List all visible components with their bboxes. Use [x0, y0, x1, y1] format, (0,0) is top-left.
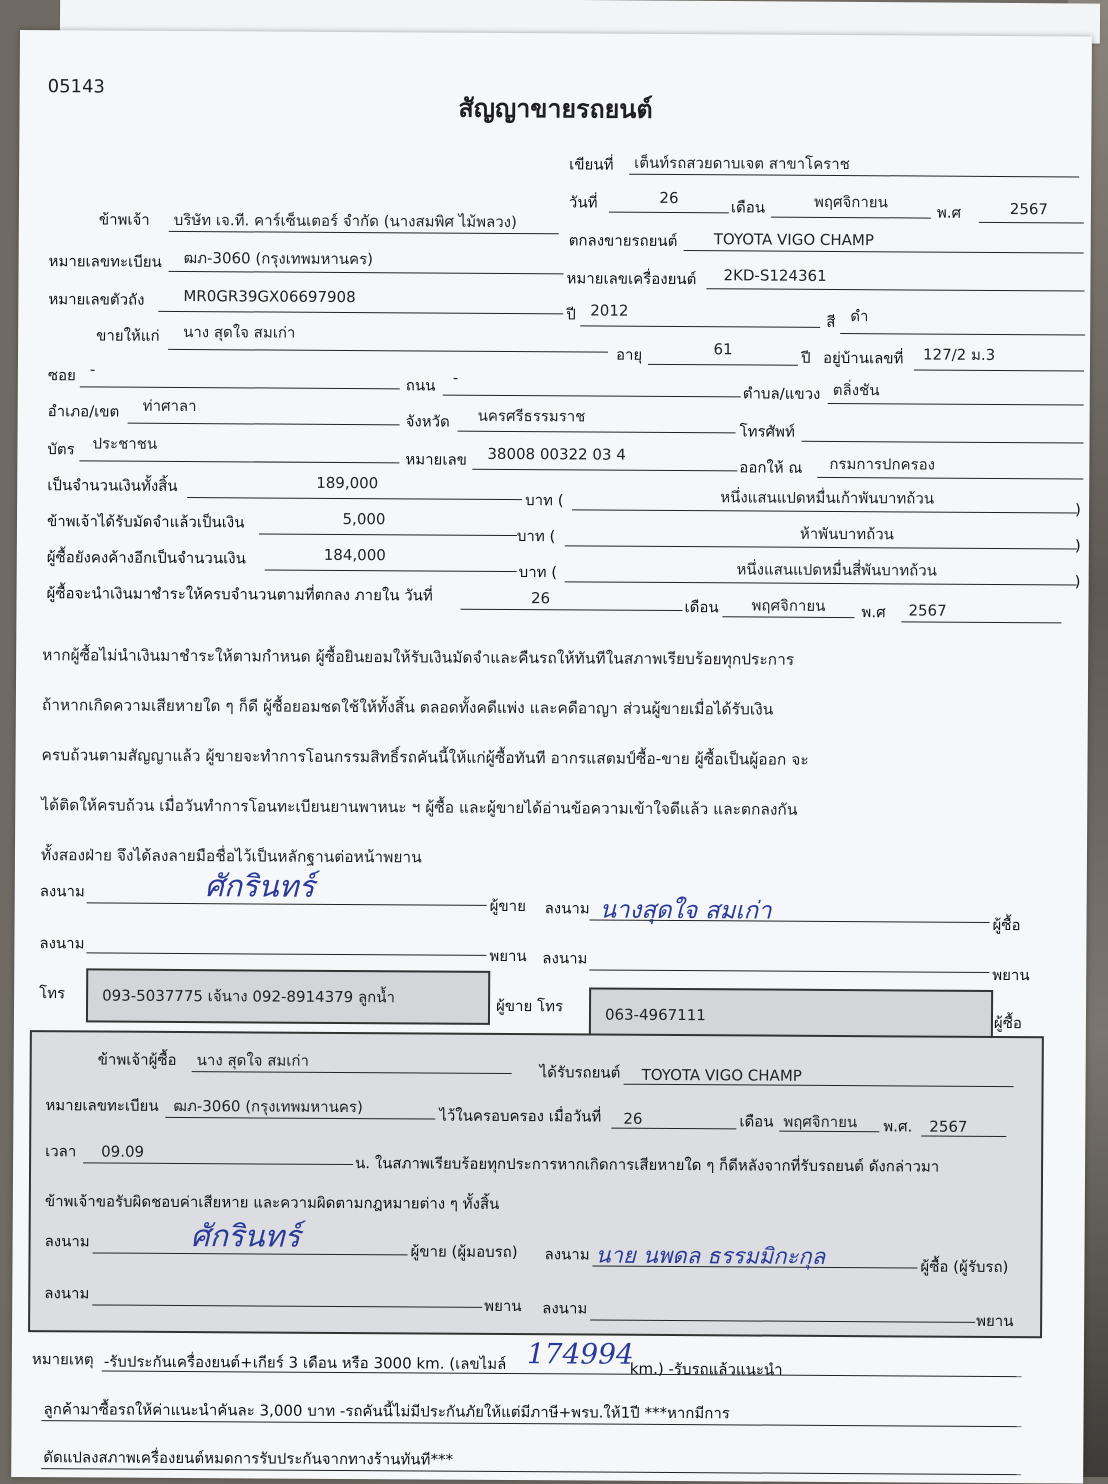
receipt-time: 09.09 — [101, 1142, 145, 1161]
color-label: สี — [826, 312, 836, 331]
witness1-sign-label: ลงนาม — [39, 934, 85, 953]
total-amount: 189,000 — [316, 473, 379, 493]
age-unit: ปี — [800, 348, 811, 367]
card-value: ประชาชน — [92, 434, 158, 453]
due-year-label: พ.ศ — [861, 603, 886, 622]
card-label: บัตร — [47, 440, 75, 459]
receipt-buyer-name: นาง สุดใจ สมเก่า — [196, 1051, 309, 1070]
phone-label: โทรศัพท์ — [739, 422, 795, 441]
term-line-2: ถ้าหากเกิดความเสียหายใด ๆ ก็ดี ผู้ซื้อยอมชดใช้ให้ทั้งสิ้น ตลอดทั้งคดีแพ่ง และคดีอาญา ส่วนผู้ขายเมื่อได้รับเงิน — [41, 696, 774, 719]
registration-label: หมายเลขทะเบียน — [48, 252, 162, 271]
subdistrict-label: ตำบล/แขวง — [742, 384, 821, 403]
vehicle-model: TOYOTA VIGO CHAMP — [713, 230, 875, 250]
receipt-year-label: พ.ศ. — [883, 1117, 913, 1136]
due-month: พฤศจิกายน — [751, 596, 826, 615]
receipt-model: TOYOTA VIGO CHAMP — [641, 1065, 802, 1085]
date-month: พฤศจิกายน — [813, 192, 888, 212]
receipt-buyer-role: ผู้ซื้อ (ผู้รับรถ) — [920, 1257, 1009, 1277]
receipt-witness2-role: พยาน — [976, 1311, 1014, 1331]
due-year: 2567 — [908, 601, 947, 620]
seller-signature: ศักรินทร์ — [204, 869, 315, 905]
written-at-label: เขียนที่ — [569, 155, 614, 174]
soi-value: - — [89, 360, 96, 379]
vehicle-year-value: 2012 — [590, 301, 629, 320]
contract-page — [11, 30, 1092, 1484]
seller-phone-label: โทร — [39, 984, 66, 1003]
chassis-label: หมายเลขตัวถัง — [48, 290, 145, 309]
notes-line-1a: -รับประกันเครื่องยนต์+เกียร์ 3 เดือน หรือ 3000 km. (เลขไมล์ — [103, 1352, 507, 1373]
receipt-month-label: เดือน — [739, 1112, 774, 1131]
deposit-baht-label: บาท ( — [516, 527, 556, 546]
remaining-amount: 184,000 — [323, 545, 386, 565]
notes-line-1b: km.) -รับรถแล้วแนะนำ — [629, 1359, 783, 1379]
issued-label: ออกให้ ณ — [739, 458, 803, 477]
receipt-reg-value: ฒภ-3060 (กรุงเทพมหานคร) — [173, 1096, 363, 1117]
month-label: เดือน — [730, 198, 766, 217]
age-value: 61 — [713, 340, 733, 359]
receipt-witness1-role: พยาน — [484, 1296, 522, 1316]
witness1-role: พยาน — [489, 946, 527, 966]
term-line-1: หากผู้ซื้อไม่นำเงินมาชำระให้ตามกำหนด ผู้ซื้อยินยอมให้รับเงินมัดจำและคืนรถให้ทันทีในสภาพเรียบร้อยทุกประการ — [42, 646, 795, 669]
engine-label: หมายเลขเครื่องยนต์ — [566, 269, 697, 289]
possess-label: ไว้ในครอบครอง เมื่อวันที่ — [439, 1106, 602, 1126]
receipt-month: พฤศจิกายน — [783, 1112, 858, 1132]
seller-phone-role: ผู้ขาย โทร — [495, 996, 564, 1016]
registration-value: ฒภ-3060 (กรุงเทพมหานคร) — [183, 249, 374, 269]
due-month-label: เดือน — [684, 598, 719, 617]
seller-sign-label: ลงนาม — [39, 882, 85, 901]
remaining-label: ผู้ซื้อยังคงค้างอีกเป็นจำนวนเงิน — [46, 548, 246, 568]
agree-sell-label: ตกลงขายรถยนต์ — [568, 231, 678, 251]
time-label: เวลา — [45, 1142, 77, 1161]
written-at-value: เต็นท์รถสวยดาบเจต สาขาโคราช — [634, 153, 850, 174]
vehicle-receipt-section — [28, 1030, 1044, 1338]
seller-name: บริษัท เจ.ที. คาร์เซ็นเตอร์ จำกัด (นางสมพิศ ไม้พลวง) — [173, 210, 517, 232]
receipt-witness1-label: ลงนาม — [44, 1284, 90, 1303]
road-value: - — [452, 368, 459, 387]
document-number: 05143 — [47, 76, 105, 98]
buyer-phone-role: ผู้ซื้อ — [993, 1013, 1022, 1033]
receipt-buyer-sign-label: ลงนาม — [544, 1245, 590, 1264]
date-day: 26 — [659, 188, 679, 208]
sold-to-label: ขายให้แก่ — [96, 326, 160, 345]
receipt-seller-role: ผู้ขาย (ผู้มอบรถ) — [410, 1242, 518, 1262]
age-label: อายุ — [615, 345, 643, 364]
term-line-4: ได้ติดให้ครบถ้วน เมื่อวันทำการโอนทะเบียนยานพาหนะ ฯ ผู้ซื้อ และผู้ขายได้อ่านข้อความเข้าใจดีแล้ว และตกลงกัน — [41, 796, 798, 819]
soi-label: ซอย — [47, 366, 76, 385]
seller-role: ผู้ขาย — [489, 896, 526, 916]
receipt-seller-signature: ศักรินทร์ — [190, 1219, 301, 1255]
seller-phone-box — [86, 968, 490, 1024]
total-baht-label: บาท ( — [525, 491, 564, 510]
province-label: จังหวัด — [405, 412, 450, 431]
deposit-label: ข้าพเจ้าได้รับมัดจำแล้วเป็นเงิน — [46, 512, 245, 532]
province-value: นครศรีธรรมราช — [477, 406, 586, 426]
total-close: ) — [1075, 500, 1082, 519]
deposit-amount-text: ห้าพันบาทถ้วน — [799, 524, 895, 544]
chassis-value: MR0GR39GX06697908 — [183, 287, 356, 307]
receipt-liability-line: ข้าพเจ้าขอรับผิดชอบค่าเสียหาย และความผิดตามกฎหมายต่าง ๆ ทั้งสิ้น — [44, 1192, 500, 1213]
buyer-role: ผู้ซื้อ — [992, 915, 1021, 935]
seller-label: ข้าพเจ้า — [98, 210, 150, 229]
address-value: 127/2 ม.3 — [922, 345, 996, 364]
term-line-3: ครบถ้วนตามสัญญาแล้ว ผู้ขายจะทำการโอนกรรมสิทธิ์รถคันนี้ให้แก่ผู้ซื้อทันที อากรแสตมป์ซื้อ-ขาย ผู้ซื้อเป็นผู้ออก จะ — [41, 746, 809, 769]
witness2-role: พยาน — [992, 965, 1030, 985]
buyer-name: นาง สุดใจ สมเก่า — [183, 323, 296, 342]
receipt-seller-sign-label: ลงนาม — [44, 1232, 90, 1251]
card-number-label: หมายเลข — [405, 450, 468, 469]
engine-value: 2KD-S124361 — [723, 266, 827, 285]
receipt-buyer-label: ข้าพเจ้าผู้ซื้อ — [97, 1050, 177, 1069]
date-label: วันที่ — [568, 193, 598, 212]
card-number-value: 38008 00322 03 4 — [487, 444, 626, 464]
notes-label: หมายเหตุ — [31, 1350, 94, 1369]
witness2-sign-label: ลงนาม — [542, 949, 588, 968]
district-label: อำเภอ/เขต — [47, 402, 120, 421]
remaining-baht-label: บาท ( — [518, 563, 558, 582]
due-day: 26 — [530, 589, 551, 608]
mileage-handwritten: 174994 — [526, 1337, 634, 1371]
year-label: พ.ศ — [936, 203, 962, 222]
term-line-5: ทั้งสองฝ่าย จึงได้ลงลายมือชื่อไว้เป็นหลักฐานต่อหน้าพยาน — [40, 846, 422, 867]
deposit-amount: 5,000 — [342, 509, 386, 529]
deposit-close: ) — [1074, 536, 1081, 555]
receipt-buyer-signature: นาย นพดล ธรรมมิกะกุล — [595, 1243, 826, 1270]
document-title: สัญญาขายรถยนต์ — [458, 93, 653, 124]
color-value: ดำ — [850, 307, 869, 326]
district-value: ท่าศาลา — [142, 396, 197, 416]
issued-value: กรมการปกครอง — [829, 454, 936, 474]
receipt-day: 26 — [623, 1109, 643, 1128]
buyer-phone: 063-4967111 — [604, 1005, 706, 1025]
road-label: ถนน — [405, 376, 436, 395]
receipt-year: 2567 — [929, 1117, 968, 1136]
notes-line-2: ลูกค้ามาซื้อรถให้ค่าแนะนำคันละ 3,000 บาท -รถคันนี้ไม่มีประกันภัยให้แต่มีภาษี+พรบ.ให้1ปี ***หากมีการ — [43, 1400, 730, 1423]
receipt-reg-label: หมายเลขทะเบียน — [45, 1096, 159, 1115]
due-label: ผู้ซื้อจะนำเงินมาชำระให้ครบจำนวนตามที่ตกลง ภายใน วันที่ — [46, 584, 433, 605]
receipt-condition-line: น. ในสภาพเรียบร้อยทุกประการหากเกิดการเสียหายใด ๆ ก็ดีหลังจากที่รับรถยนต์ ดังกล่าวมา — [355, 1154, 940, 1176]
address-label: อยู่บ้านเลขที่ — [822, 348, 904, 368]
seller-phone: 093-5037775 เจ้นาง 092-8914379 ลูกน้ำ — [102, 986, 396, 1007]
buyer-signature: นางสุดใจ สมเก่า — [599, 895, 772, 925]
buyer-sign-label: ลงนาม — [544, 899, 590, 918]
total-amount-text: หนึ่งแสนแปดหมื่นเก้าพันบาทถ้วน — [720, 488, 935, 508]
notes-line-3: ดัดแปลงสภาพเครื่องยนต์หมดการรับประกันจากทางร้านทันที*** — [43, 1448, 454, 1469]
total-label: เป็นจำนวนเงินทั้งสิ้น — [47, 476, 178, 495]
receipt-witness2-label: ลงนาม — [542, 1299, 588, 1318]
remaining-close: ) — [1074, 572, 1081, 591]
received-label: ได้รับรถยนต์ — [539, 1063, 621, 1082]
date-year: 2567 — [1009, 200, 1049, 219]
subdistrict-value: ตลิ่งชัน — [832, 380, 880, 400]
vehicle-year-label: ปี — [566, 305, 576, 324]
remaining-amount-text: หนึ่งแสนแปดหมื่นสี่พันบาทถ้วน — [736, 560, 937, 580]
